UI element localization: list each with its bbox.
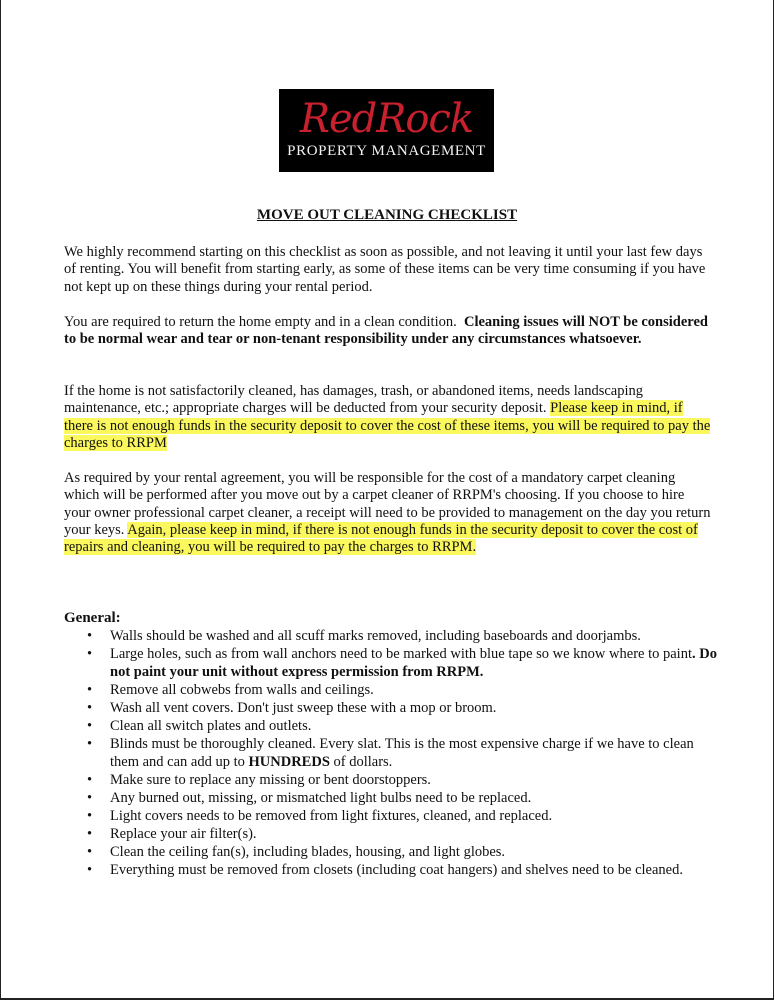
company-logo — [279, 89, 494, 172]
list-item: • Large holes, such as from wall anchors need to be marked with blue tape so we know where to paint. Do not paint your unit without express permission from RRPM. — [64, 645, 724, 681]
logo-subtitle: PROPERTY MANAGEMENT — [287, 143, 486, 159]
list-item: • Light covers needs to be removed from light fixtures, cleaned, and replaced. — [64, 807, 724, 825]
p2-bold-text: Cleaning issues will NOT be considered to be normal wear and tear or non-tenant responsibility under any circumstances whatsoever. — [64, 314, 708, 348]
p3-normal-text: If the home is not satisfactorily cleaned, has damages, trash, or abandoned items, needs landscaping maintenance, etc.; appropriate charges will be deducted from your security deposit. — [64, 383, 644, 417]
p3-highlighted-text: Please keep in mind, if there is not enough funds in the security deposit to cover the cost of these items, you will be required to pay the charges to RRPM — [64, 400, 711, 451]
p2-normal-text: You are required to return the home empty and in a clean condition. — [64, 314, 457, 330]
general-checklist — [64, 627, 724, 879]
intro-paragraph-1: We highly recommend starting on this checklist as soon as possible, and not leaving it until your last few days of renting. You will benefit from starting early, as some of these items can be very time consuming if you have not kept up on these things during your rental period. — [64, 244, 706, 295]
list-item: • Wash all vent covers. Don't just sweep these with a mop or broom. — [64, 699, 724, 717]
list-item: • Remove all cobwebs from walls and ceilings. — [64, 681, 724, 699]
logo-script-text: RedRock — [299, 96, 474, 142]
list-item: • Walls should be washed and all scuff marks removed, including baseboards and doorjambs. — [64, 627, 724, 645]
list-item: • Any burned out, missing, or mismatched light bulbs need to be replaced. — [64, 789, 724, 807]
intro-paragraph-4 — [64, 470, 714, 556]
hundreds-emphasis: HUNDREDS — [248, 754, 330, 770]
general-heading: General: — [64, 610, 121, 626]
list-item: • Clean the ceiling fan(s), including blades, housing, and light globes. — [64, 843, 724, 861]
list-item: • Clean all switch plates and outlets. — [64, 717, 724, 735]
list-item: • Make sure to replace any missing or bent doorstoppers. — [64, 771, 724, 789]
list-item: • Blinds must be thoroughly cleaned. Every slat. This is the most expensive charge if we have to clean them and can add up to HUNDREDS of dollars. — [64, 735, 724, 771]
list-item: • Replace your air filter(s). — [64, 825, 724, 843]
p4-highlighted-text: Again, please keep in mind, if there is not enough funds in the security deposit to cover the cost of repairs and cleaning, you will be required to pay the charges to RRPM. — [64, 521, 698, 556]
p4-normal-text: As required by your rental agreement, you will be responsible for the cost of a mandatory carpet cleaning which will be performed after you move out by a carpet cleaner of RRPM's choosing. If you choose to hire your owner professional carpet cleaner, a receipt will need to be provided to management on the day you return your keys. — [64, 470, 711, 538]
intro-paragraph-3 — [64, 383, 714, 452]
no-paint-warning: . Do not paint your unit without express permission from RRPM. — [110, 646, 717, 680]
list-item: • Everything must be removed from closets (including coat hangers) and shelves need to be cleaned. — [64, 861, 724, 879]
intro-paragraph-2 — [64, 314, 714, 349]
page-title: MOVE OUT CLEANING CHECKLIST — [256, 207, 518, 223]
